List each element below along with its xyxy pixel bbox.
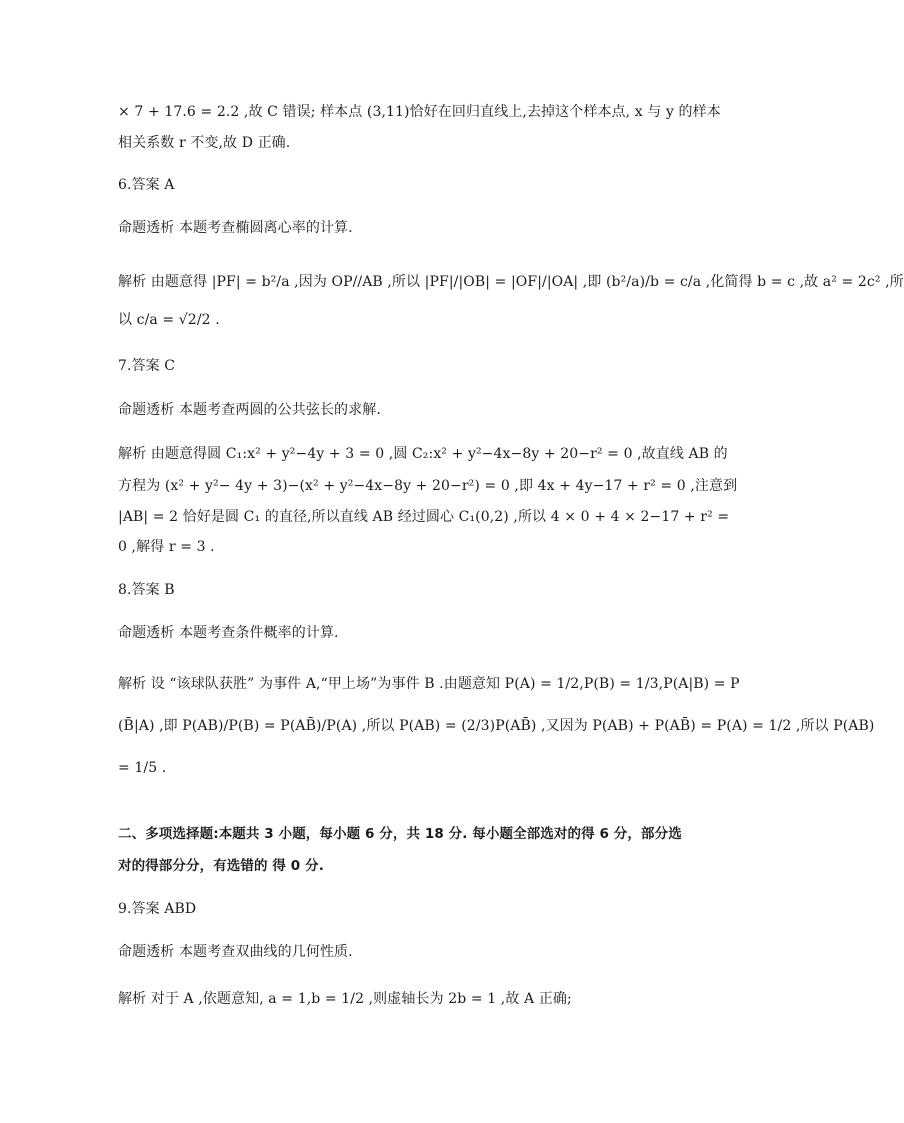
solution-line-8b: (B̄|A) ,即 P(AB)/P(B) = P(AB̄)/P(A) ,所以 P(AB) = (2/3)P(AB̄) ,又因为 P(AB) + P(AB̄) = P(A) = 1/2 ,所以 P(AB) [118, 718, 875, 734]
analysis-line-6: 命题透析 本题考查椭圆离心率的计算. [118, 220, 353, 236]
solution-line-9a: 解析 对于 A ,依题意知, a = 1,b = 1/2 ,则虚轴长为 2b = 1 ,故 A 正确; [118, 991, 572, 1007]
analysis-line-8: 命题透析 本题考查条件概率的计算. [118, 625, 339, 641]
section-heading-multi-choice-cont: 对的得部分分，有选错的 得 0 分. [118, 858, 324, 874]
solution-line-7d: 0 ,解得 r = 3 . [118, 539, 215, 555]
text-line-solution5-end: × 7 + 17.6 = 2.2 ,故 C 错误; 样本点 (3,11)恰好在回归直线上,去掉这个样本点, x 与 y 的样本 [118, 104, 721, 120]
answer-heading-6: 6.答案 A [118, 177, 175, 193]
text-line-solution5-conclusion: 相关系数 r 不变,故 D 正确. [118, 135, 291, 151]
solution-line-8a: 解析 设 “该球队获胜” 为事件 A,“甲上场”为事件 B .由题意知 P(A) = 1/2,P(B) = 1/3,P(A|B) = P [118, 676, 740, 692]
solution-line-7a: 解析 由题意得圆 C₁:x² + y²−4y + 3 = 0 ,圆 C₂:x² + y²−4x−8y + 20−r² = 0 ,故直线 AB 的 [118, 446, 728, 462]
solution-line-7c: |AB| = 2 恰好是圆 C₁ 的直径,所以直线 AB 经过圆心 C₁(0,2) ,所以 4 × 0 + 4 × 2−17 + r² = [118, 509, 730, 525]
answer-heading-7: 7.答案 C [118, 358, 176, 374]
analysis-line-9: 命题透析 本题考查双曲线的几何性质. [118, 944, 353, 960]
answer-heading-8: 8.答案 B [118, 582, 175, 598]
solution-line-6a: 解析 由题意得 |PF| = b²/a ,因为 OP//AB ,所以 |PF|/|OB| = |OF|/|OA| ,即 (b²/a)/b = c/a ,化简得 b = c ,故 a² = 2c² ,所 [118, 274, 904, 290]
solution-line-7b: 方程为 (x² + y²− 4y + 3)−(x² + y²−4x−8y + 20−r²) = 0 ,即 4x + 4y−17 + r² = 0 ,注意到 [118, 478, 738, 494]
solution-line-6b: 以 c/a = √2/2 . [118, 312, 220, 328]
solution-line-8c: = 1/5 . [118, 760, 167, 776]
analysis-line-7: 命题透析 本题考查两圆的公共弦长的求解. [118, 402, 381, 418]
answer-heading-9: 9.答案 ABD [118, 901, 197, 917]
section-heading-multi-choice: 二、多项选择题:本题共 3 小题，每小题 6 分，共 18 分. 每小题全部选对的得 6 分，部分选 [118, 826, 682, 842]
